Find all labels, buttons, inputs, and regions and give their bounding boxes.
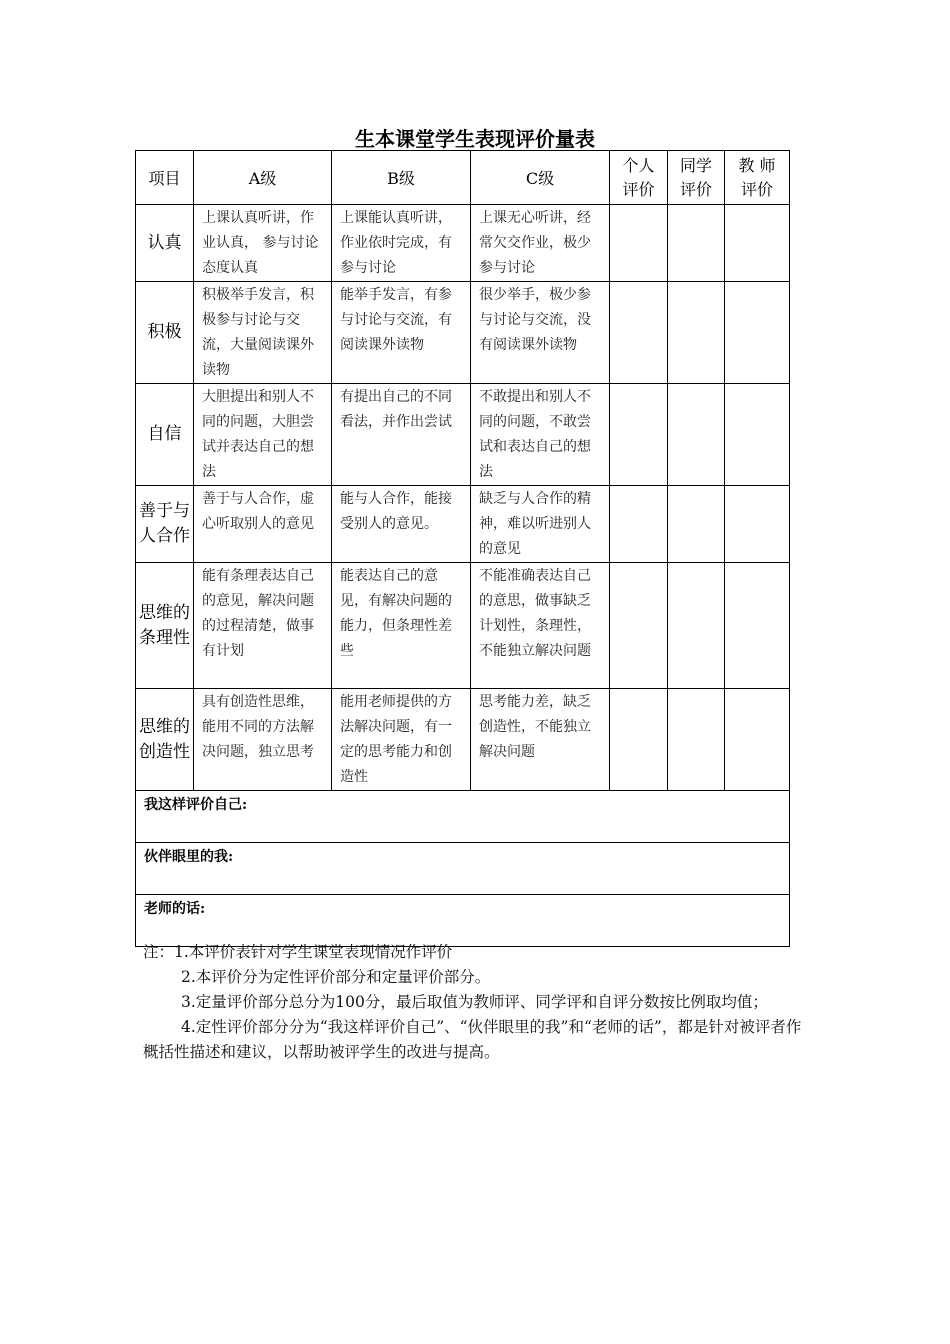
row-item: 思维的创造性	[136, 689, 194, 791]
self-eval-cell[interactable]	[610, 384, 668, 486]
grade-a-cell: 能有条理表达自己 的意见，解决问题的过程清楚，做事有计划	[194, 563, 332, 689]
grade-c-cell: 缺乏与人合作的精神，难以听进别人的意见	[471, 486, 610, 563]
header-grade-c: C级	[471, 151, 610, 205]
row-item: 思维的条理性	[136, 563, 194, 689]
grade-c-cell: 不敢提出和别人不同的问题，不敢尝试和表达自己的想法	[471, 384, 610, 486]
header-teacher-eval	[725, 151, 790, 205]
header-self-eval	[610, 151, 668, 205]
row-item: 自信	[136, 384, 194, 486]
peer-eval-cell[interactable]	[668, 563, 725, 689]
note-1: 注：1.本评价表针对学生课堂表现情况作评价	[143, 943, 453, 961]
note-4: 4.定性评价部分分为“我这样评价自己”、“伙伴眼里的我”和“老师的话”，都是针对被评者作概括性描述和建议，以帮助被评学生的改进与提高。	[143, 1018, 802, 1061]
grade-a-cell: 积极举手发言，积极参与讨论与交流，大量阅读课外读物	[194, 282, 332, 384]
grade-b-cell: 上课能认真听讲，作业依时完成，有参与讨论	[332, 205, 471, 282]
header-teacher-eval-line2: 评价	[740, 179, 773, 199]
header-grade-b: B级	[332, 151, 471, 205]
grade-a-cell: 上课认真听讲，作业认真， 参与讨论态度认真	[194, 205, 332, 282]
self-eval-cell[interactable]	[610, 486, 668, 563]
teacher-comment-field[interactable]: 老师的话:	[136, 895, 790, 947]
self-eval-cell[interactable]	[610, 205, 668, 282]
self-evaluation-field[interactable]: 我这样评价自己:	[136, 791, 790, 843]
peer-eval-cell[interactable]	[668, 689, 725, 791]
table-row	[136, 384, 790, 486]
header-item: 项目	[136, 151, 194, 205]
teacher-eval-cell[interactable]	[725, 384, 790, 486]
grade-b-cell: 能表达自己的意见，有解决问题的能力，但条理性差些	[332, 563, 471, 689]
grade-b-cell: 能与人合作，能接受别人的意见。	[332, 486, 471, 563]
teacher-eval-cell[interactable]	[725, 563, 790, 689]
table-row	[136, 563, 790, 689]
self-eval-cell[interactable]	[610, 563, 668, 689]
teacher-eval-cell[interactable]	[725, 486, 790, 563]
header-peer-eval-line1: 同学	[679, 155, 712, 175]
row-item: 积极	[136, 282, 194, 384]
peer-eval-cell[interactable]	[668, 282, 725, 384]
peer-eval-cell[interactable]	[668, 384, 725, 486]
grade-b-cell: 有提出自己的不同看法，并作出尝试	[332, 384, 471, 486]
grade-c-cell[interactable]: 上课无心听讲，经常欠交作业，极少参与讨论	[471, 205, 610, 282]
row-item: 善于与人合作	[136, 486, 194, 563]
header-self-eval-line2: 评价	[622, 179, 655, 199]
header-peer-eval-line2: 评价	[679, 179, 712, 199]
self-eval-cell[interactable]	[610, 689, 668, 791]
table-row	[136, 486, 790, 563]
header-self-eval-line1: 个人	[622, 155, 655, 175]
peer-evaluation-field[interactable]: 伙伴眼里的我:	[136, 843, 790, 895]
grade-c-cell: 思考能力差，缺乏创造性，不能独立解决问题	[471, 689, 610, 791]
page-title: 生本课堂学生表现评价量表	[355, 127, 595, 151]
note-2: 2.本评价分为定性评价部分和定量评价部分。	[181, 968, 491, 986]
grade-a-cell: 大胆提出和别人不同的问题，大胆尝试并表达自己的想法	[194, 384, 332, 486]
notes-section	[143, 940, 809, 1065]
qualitative-row-teacher	[136, 895, 790, 947]
peer-eval-cell[interactable]	[668, 486, 725, 563]
peer-eval-cell[interactable]	[668, 205, 725, 282]
self-eval-cell[interactable]	[610, 282, 668, 384]
table-row	[136, 689, 790, 791]
grade-c-cell: 很少举手，极少参与讨论与交流，没有阅读课外读物	[471, 282, 610, 384]
grade-a-cell: 具有创造性思维，能用不同的方法解决问题，独立思考	[194, 689, 332, 791]
row-item: 认真	[136, 205, 194, 282]
teacher-eval-cell[interactable]	[725, 689, 790, 791]
header-grade-a: A级	[194, 151, 332, 205]
header-row	[136, 151, 790, 205]
evaluation-table	[135, 150, 790, 947]
grade-b-cell: 能用老师提供的方法解决问题，有一定的思考能力和创造性	[332, 689, 471, 791]
table-row	[136, 205, 790, 282]
grade-a-cell: 善于与人合作，虚心听取别人的意见	[194, 486, 332, 563]
header-teacher-eval-line1: 教 师	[738, 155, 776, 175]
header-peer-eval	[668, 151, 725, 205]
table-row	[136, 282, 790, 384]
grade-c-cell: 不能准确表达自己的意思，做事缺乏计划性，条理性，不能独立解决问题	[471, 563, 610, 689]
qualitative-row-peer	[136, 843, 790, 895]
grade-b-cell: 能举手发言，有参与讨论与交流，有阅读课外读物	[332, 282, 471, 384]
note-3: 3.定量评价部分总分为100分，最后取值为教师评、同学评和自评分数按比例取均值；	[181, 993, 768, 1011]
teacher-eval-cell[interactable]	[725, 282, 790, 384]
teacher-eval-cell[interactable]	[725, 205, 790, 282]
qualitative-row-self	[136, 791, 790, 843]
